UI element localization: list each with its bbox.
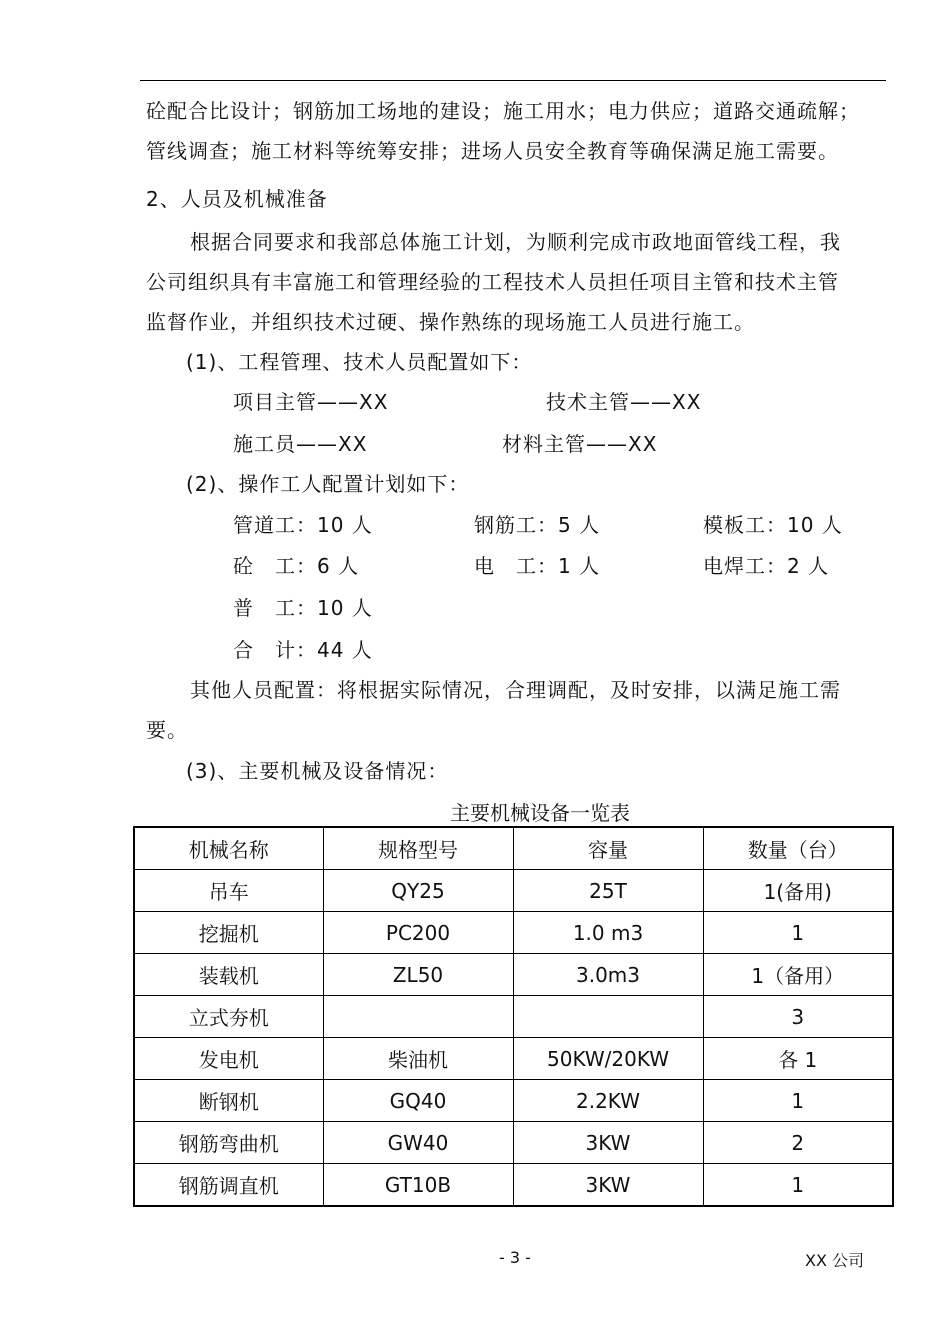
table-cell: 3.0m3 <box>513 954 703 996</box>
table-cell: GW40 <box>323 1122 513 1164</box>
table-cell: 1.0 m3 <box>513 912 703 954</box>
table-cell: 吊车 <box>134 870 323 912</box>
worker-item: 电焊工：2 人 <box>703 554 830 578</box>
table-cell: 柴油机 <box>323 1038 513 1080</box>
table-cell: 1 <box>703 912 893 954</box>
staff-item: 材料主管——XX <box>502 432 658 456</box>
subheading-workers: (2)、操作工人配置计划如下： <box>186 472 470 496</box>
column-header: 容量 <box>513 827 703 870</box>
table-cell: 2.2KW <box>513 1080 703 1122</box>
table-row <box>134 1164 893 1207</box>
table-cell <box>323 996 513 1038</box>
body-line: 砼配合比设计；钢筋加工场地的建设；施工用水；电力供应；道路交通疏解； <box>146 99 860 123</box>
table-cell: PC200 <box>323 912 513 954</box>
staff-item: 施工员——XX <box>233 432 368 456</box>
table-cell: GQ40 <box>323 1080 513 1122</box>
body-line: 管线调查；施工材料等统筹安排；进场人员安全教育等确保满足施工需要。 <box>146 139 839 163</box>
table-cell: 50KW/20KW <box>513 1038 703 1080</box>
table-cell: 装载机 <box>134 954 323 996</box>
table-cell <box>513 996 703 1038</box>
worker-item: 砼 工：6 人 <box>233 554 360 578</box>
table-cell: 发电机 <box>134 1038 323 1080</box>
table-cell: 钢筋调直机 <box>134 1164 323 1207</box>
header-rule <box>140 80 886 81</box>
equipment-table <box>133 826 894 1207</box>
section-heading: 2、人员及机械准备 <box>146 187 328 211</box>
table-cell: 25T <box>513 870 703 912</box>
subheading-equipment: (3)、主要机械及设备情况： <box>186 759 449 783</box>
column-header: 机械名称 <box>134 827 323 870</box>
table-row <box>134 954 893 996</box>
worker-item: 电 工：1 人 <box>474 554 601 578</box>
table-row <box>134 912 893 954</box>
body-line: 要。 <box>146 718 188 742</box>
page-number: - 3 - <box>499 1248 531 1267</box>
table-row <box>134 1080 893 1122</box>
table-cell: 1（备用） <box>703 954 893 996</box>
worker-item: 模板工：10 人 <box>703 513 843 537</box>
table-cell: 钢筋弯曲机 <box>134 1122 323 1164</box>
table-row <box>134 996 893 1038</box>
body-line: 监督作业，并组织技术过硬、操作熟练的现场施工人员进行施工。 <box>146 310 755 334</box>
table-cell: 各 1 <box>703 1038 893 1080</box>
table-cell: 3 <box>703 996 893 1038</box>
worker-item: 钢筋工：5 人 <box>474 513 601 537</box>
subheading-management: (1)、工程管理、技术人员配置如下： <box>186 350 533 374</box>
footer-company: XX 公司 <box>805 1251 865 1270</box>
body-line: 根据合同要求和我部总体施工计划，为顺利完成市政地面管线工程，我 <box>190 230 841 254</box>
table-cell: 1(备用) <box>703 870 893 912</box>
table-cell: 1 <box>703 1080 893 1122</box>
column-header: 规格型号 <box>323 827 513 870</box>
table-cell: 2 <box>703 1122 893 1164</box>
table-row <box>134 1122 893 1164</box>
table-cell: 3KW <box>513 1122 703 1164</box>
table-cell: 立式夯机 <box>134 996 323 1038</box>
column-header: 数量（台） <box>703 827 893 870</box>
table-cell: GT10B <box>323 1164 513 1207</box>
worker-item: 普 工：10 人 <box>233 596 373 620</box>
staff-item: 技术主管——XX <box>546 390 702 414</box>
staff-item: 项目主管——XX <box>233 390 389 414</box>
table-cell: 1 <box>703 1164 893 1207</box>
body-line: 公司组织具有丰富施工和管理经验的工程技术人员担任项目主管和技术主管 <box>146 270 839 294</box>
table-cell: 断钢机 <box>134 1080 323 1122</box>
table-row <box>134 870 893 912</box>
table-row <box>134 1038 893 1080</box>
table-cell: 3KW <box>513 1164 703 1207</box>
body-line: 其他人员配置：将根据实际情况，合理调配，及时安排，以满足施工需 <box>190 678 841 702</box>
table-cell: 挖掘机 <box>134 912 323 954</box>
worker-total: 合 计：44 人 <box>233 638 373 662</box>
worker-item: 管道工：10 人 <box>233 513 373 537</box>
table-caption: 主要机械设备一览表 <box>450 801 630 825</box>
table-header-row <box>134 827 893 870</box>
table-cell: ZL50 <box>323 954 513 996</box>
table-cell: QY25 <box>323 870 513 912</box>
